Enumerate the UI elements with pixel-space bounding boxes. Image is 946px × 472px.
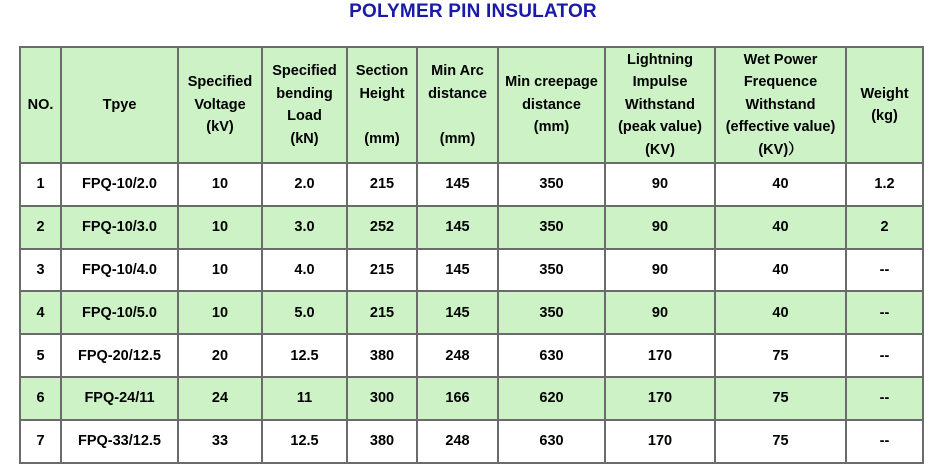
cell-arc-distance: 248 [417,420,498,463]
cell-section-height: 215 [347,163,417,206]
cell-creepage-distance: 350 [498,163,605,206]
cell-no: 4 [20,291,61,334]
cell-wet-power-frequence: 40 [715,291,846,334]
cell-voltage: 10 [178,291,262,334]
header-line: Lightning [626,51,694,68]
cell-bending-load: 12.5 [262,420,347,463]
cell-arc-distance: 166 [417,377,498,420]
header-line: (mm) [364,130,400,147]
cell-no: 3 [20,249,61,292]
header-line: Load [287,108,322,124]
cell-weight: -- [846,291,923,334]
header-line: Section [355,63,409,79]
header-line: Weight [860,85,909,102]
cell-type: FPQ-33/12.5 [61,420,178,463]
cell-no: 7 [20,420,61,463]
col-header-voltage [178,47,262,163]
header-line: (mm) [533,119,570,136]
page-title: POLYMER PIN INSULATOR [349,1,597,22]
cell-bending-load: 3.0 [262,206,347,249]
header-line: distance [522,96,581,113]
cell-weight: -- [846,249,923,292]
cell-weight: 1.2 [846,163,923,206]
cell-bending-load: 4.0 [262,249,347,292]
cell-wet-power-frequence: 75 [715,377,846,420]
cell-type: FPQ-10/2.0 [61,163,178,206]
cell-weight: -- [846,334,923,377]
table-row [20,206,923,249]
table-row [20,291,923,334]
cell-bending-load: 12.5 [262,334,347,377]
col-header-arc-distance [417,47,498,163]
header-line: (effective value) [725,119,836,136]
header-line: Tpye [102,96,137,113]
cell-wet-power-frequence: 40 [715,206,846,249]
header-line: Height [359,85,405,102]
cell-arc-distance: 145 [417,249,498,292]
header-line: NO. [27,96,54,113]
cell-lightning-impulse: 170 [605,420,715,463]
cell-voltage: 10 [178,206,262,249]
header-line [420,105,495,128]
header-line: Specified [272,63,337,79]
cell-section-height: 252 [347,206,417,249]
cell-creepage-distance: 620 [498,377,605,420]
header-line: (peak value) [618,119,702,136]
table-row [20,377,923,420]
header-line: (kV) [206,119,234,136]
cell-arc-distance: 248 [417,334,498,377]
cell-bending-load: 11 [262,377,347,420]
cell-type: FPQ-10/3.0 [61,206,178,249]
header-row [20,47,923,163]
cell-section-height: 300 [347,377,417,420]
cell-voltage: 10 [178,163,262,206]
col-header-bending-load [262,47,347,163]
header-line: (KV)） [758,141,803,158]
cell-no: 5 [20,334,61,377]
header-line: Withstand [745,96,816,113]
table-row [20,420,923,463]
header-line: Withstand [625,96,695,113]
cell-lightning-impulse: 170 [605,334,715,377]
cell-voltage: 20 [178,334,262,377]
header-line: Frequence [743,74,818,91]
header-line: Wet Power [743,51,818,68]
cell-type: FPQ-24/11 [61,377,178,420]
table-row [20,249,923,292]
header-line: Min Arc [431,63,484,79]
cell-wet-power-frequence: 75 [715,334,846,377]
header-line: (kN) [290,130,319,147]
col-header-lightning-impulse [605,47,715,163]
cell-lightning-impulse: 90 [605,249,715,292]
header-line: (KV) [645,141,675,158]
cell-creepage-distance: 630 [498,334,605,377]
cell-creepage-distance: 350 [498,291,605,334]
col-header-creepage-distance [498,47,605,163]
cell-no: 1 [20,163,61,206]
cell-no: 2 [20,206,61,249]
cell-creepage-distance: 630 [498,420,605,463]
spec-table [19,46,924,464]
cell-creepage-distance: 350 [498,249,605,292]
cell-voltage: 24 [178,377,262,420]
header-line: Impulse [632,74,688,91]
cell-wet-power-frequence: 75 [715,420,846,463]
header-line: (mm) [439,130,476,147]
cell-bending-load: 5.0 [262,291,347,334]
cell-section-height: 380 [347,420,417,463]
header-line [350,105,414,128]
cell-section-height: 215 [347,249,417,292]
cell-section-height: 380 [347,334,417,377]
cell-type: FPQ-20/12.5 [61,334,178,377]
table-row [20,334,923,377]
cell-weight: -- [846,377,923,420]
cell-creepage-distance: 350 [498,206,605,249]
cell-lightning-impulse: 90 [605,163,715,206]
col-header-type [61,47,178,163]
cell-voltage: 10 [178,249,262,292]
header-line: Min creepage [505,74,598,91]
table-row [20,163,923,206]
header-line: (kg) [871,108,898,124]
cell-arc-distance: 145 [417,163,498,206]
cell-arc-distance: 145 [417,291,498,334]
col-header-weight [846,47,923,163]
cell-lightning-impulse: 90 [605,291,715,334]
cell-lightning-impulse: 90 [605,206,715,249]
cell-section-height: 215 [347,291,417,334]
header-line: Voltage [194,96,246,113]
cell-no: 6 [20,377,61,420]
cell-wet-power-frequence: 40 [715,163,846,206]
header-line: Specified [187,74,253,91]
cell-bending-load: 2.0 [262,163,347,206]
header-line: distance [428,85,487,102]
cell-type: FPQ-10/4.0 [61,249,178,292]
col-header-no [20,47,61,163]
header-line: bending [276,85,333,102]
cell-weight: -- [846,420,923,463]
col-header-section-height [347,47,417,163]
cell-wet-power-frequence: 40 [715,249,846,292]
cell-arc-distance: 145 [417,206,498,249]
col-header-wet-power-frequence [715,47,846,163]
cell-lightning-impulse: 170 [605,377,715,420]
cell-type: FPQ-10/5.0 [61,291,178,334]
table-body [20,163,923,463]
cell-voltage: 33 [178,420,262,463]
cell-weight: 2 [846,206,923,249]
